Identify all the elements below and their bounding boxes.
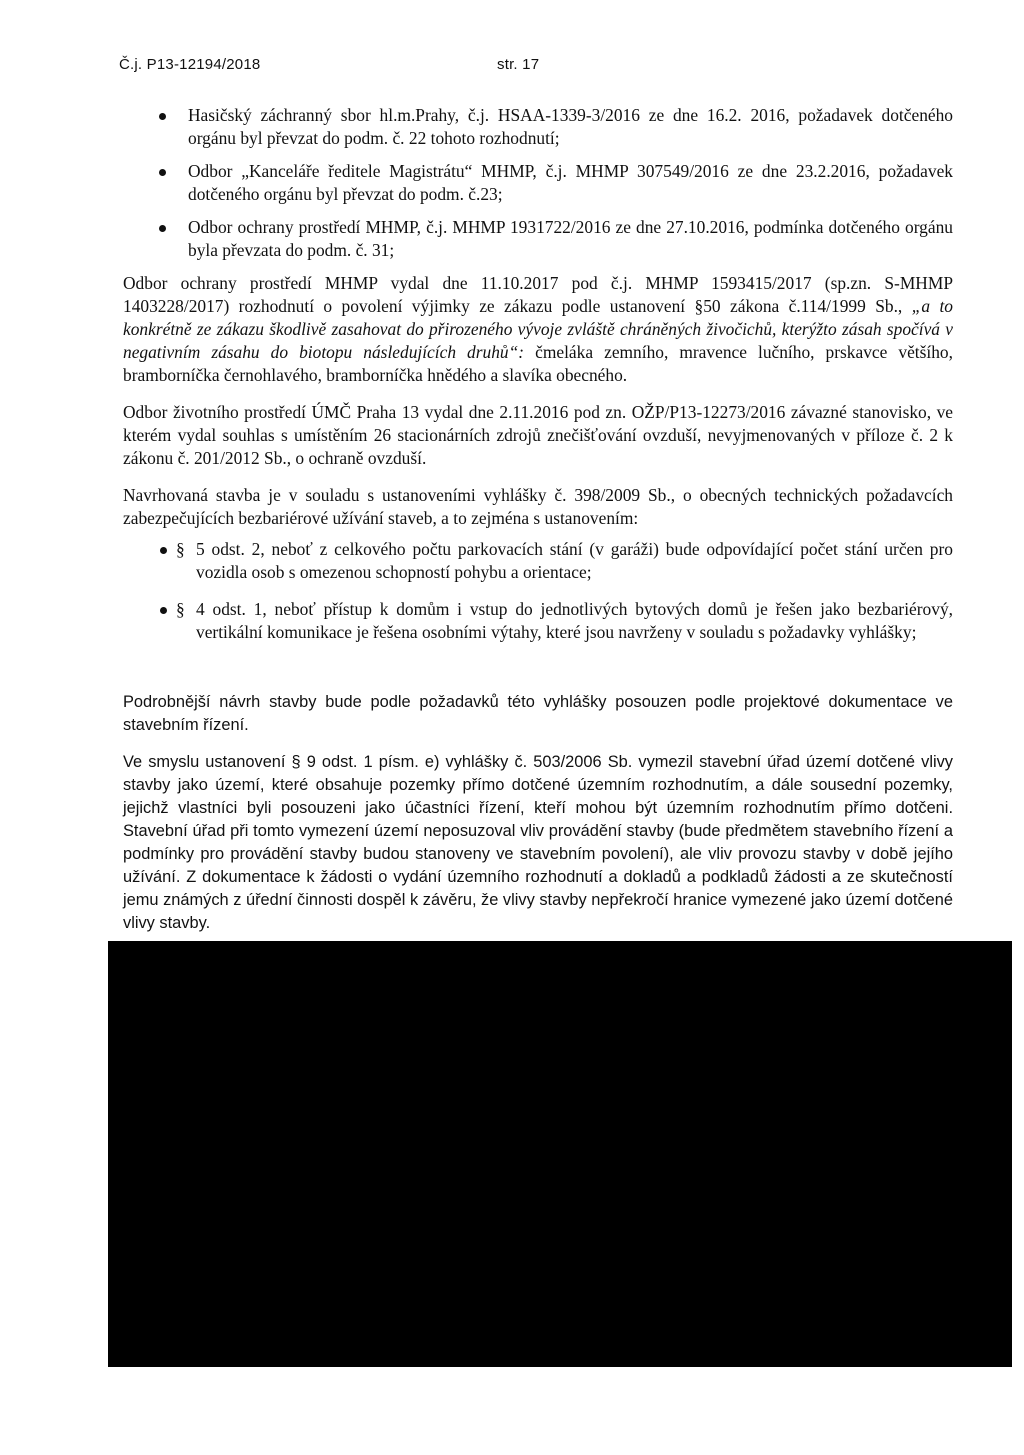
list-item-text: Hasičský záchranný sbor hl.m.Prahy, č.j. HSAA-1339-3/2016 ze dne 16.2. 2016, požadavek dotčeného orgánu byl převzat do podm. č. 22 tohoto rozhodnutí; <box>188 105 953 148</box>
bullet-icon <box>159 113 166 120</box>
paragraph-zivotni: Odbor životního prostředí ÚMČ Praha 13 vydal dne 2.11.2016 pod zn. OŽP/P13-12273/2016 závazné stanovisko, ve kterém vydal souhlas s umístěním 26 stacionárních zdrojů znečišťování ovzduší, nevyjmenovaných v příloze č. 2 k zákonu č. 201/2012 Sb., o ochraně ovzduší. <box>123 402 953 468</box>
page-header <box>119 56 540 73</box>
list-item <box>123 598 953 644</box>
bullet-icon <box>159 169 166 176</box>
page-number: str. 17 <box>497 56 540 73</box>
list-item <box>123 104 953 150</box>
paragraph-podrobnejsi: Podrobnější návrh stavby bude podle požadavků této vyhlášky posouzen podle projektové dokumentace ve stavebním řízení. <box>123 693 953 734</box>
paragraph-text: Odbor ochrany prostředí MHMP vydal dne 11.10.2017 pod č.j. MHMP 1593415/2017 (sp.zn. S-MHMP 1403228/2017) rozhodnutí o povolení výjimky ze zákazu podle ustanovení §50 zákona č.114/1999 Sb., <box>123 273 953 316</box>
redacted-block <box>108 941 1012 1367</box>
list-item-text: Odbor „Kanceláře ředitele Magistrátu“ MHMP, č.j. MHMP 307549/2016 ze dne 23.2.2016, požadavek dotčeného orgánu byl převzat do podm. č.23; <box>188 161 953 204</box>
paragraph-ochrana <box>123 272 953 387</box>
quoted-text: „a to konkrétně ze zákazu škodlivě zasahovat do přirozeného vývoje zvláště chráněných živočichů, kterýžto zásah spočívá v negativním zásahu do biotopu následujících druhů“: <box>123 296 953 362</box>
list-item <box>123 538 953 584</box>
list-item-text: 5 odst. 2, neboť z celkového počtu parkovacích stání (v garáži) bude odpovídající počet stání určen pro vozidla osob s omezenou schopností pohybu a orientace; <box>196 539 953 582</box>
list-item-text: Odbor ochrany prostředí MHMP, č.j. MHMP 1931722/2016 ze dne 27.10.2016, podmínka dotčeného orgánu byla převzata do podm. č. 31; <box>188 217 953 260</box>
reference-number: Č.j. P13-12194/2018 <box>119 56 261 73</box>
list-item <box>123 216 953 262</box>
list-item-text: 4 odst. 1, neboť přístup k domům i vstup do jednotlivých bytových domů je řešen jako bezbariérový, vertikální komunikace je řešena osobními výtahy, které jsou navrženy v souladu s požadavky vyhlášky; <box>196 599 953 642</box>
section-list <box>123 538 953 644</box>
list-item <box>123 160 953 206</box>
bullet-icon <box>160 607 167 614</box>
paragraph-navrhovana: Navrhovaná stavba je v souladu s ustanoveními vyhlášky č. 398/2009 Sb., o obecných technických požadavcích zabezpečujících bezbariérové užívání staveb, a to zejména s ustanovením: <box>123 485 953 528</box>
section-symbol: § <box>176 539 185 559</box>
authority-list <box>123 104 953 262</box>
paragraph-smyslu: Ve smyslu ustanovení § 9 odst. 1 písm. e) vyhlášky č. 503/2006 Sb. vymezil stavební úřad území dotčené vlivy stavby jako území, které obsahuje pozemky přímo dotčené územním rozhodnutím, a dále sousední pozemky, jejichž vlastníci byli posouzeni jako účastníci řízení, kteří mohou být územním rozhodnutím přímo dotčeni. Stavební úřad při tomto vymezení území neposuzoval vliv provádění stavby (bude předmětem stavebního řízení a podmínky pro provádění stavby budou stanoveny ve stavebním povolení), ale vliv provozu stavby v době jejího užívání. Z dokumentace k žádosti o vydání územního rozhodnutí a dokladů a podkladů žádosti a ze skutečností jemu známých z úřední činnosti dospěl k závěru, že vlivy stavby nepřekročí hranice vymezené jako území dotčené vlivy stavby. <box>123 753 953 932</box>
bullet-icon <box>159 225 166 232</box>
paragraph-text: čmeláka zemního, mravence lučního, prskavce většího, bramborníčka černohlavého, bramborníčka hnědého a slavíka obecného. <box>123 342 953 385</box>
document-body <box>123 104 953 949</box>
section-symbol: § <box>176 599 185 619</box>
bullet-icon <box>160 547 167 554</box>
